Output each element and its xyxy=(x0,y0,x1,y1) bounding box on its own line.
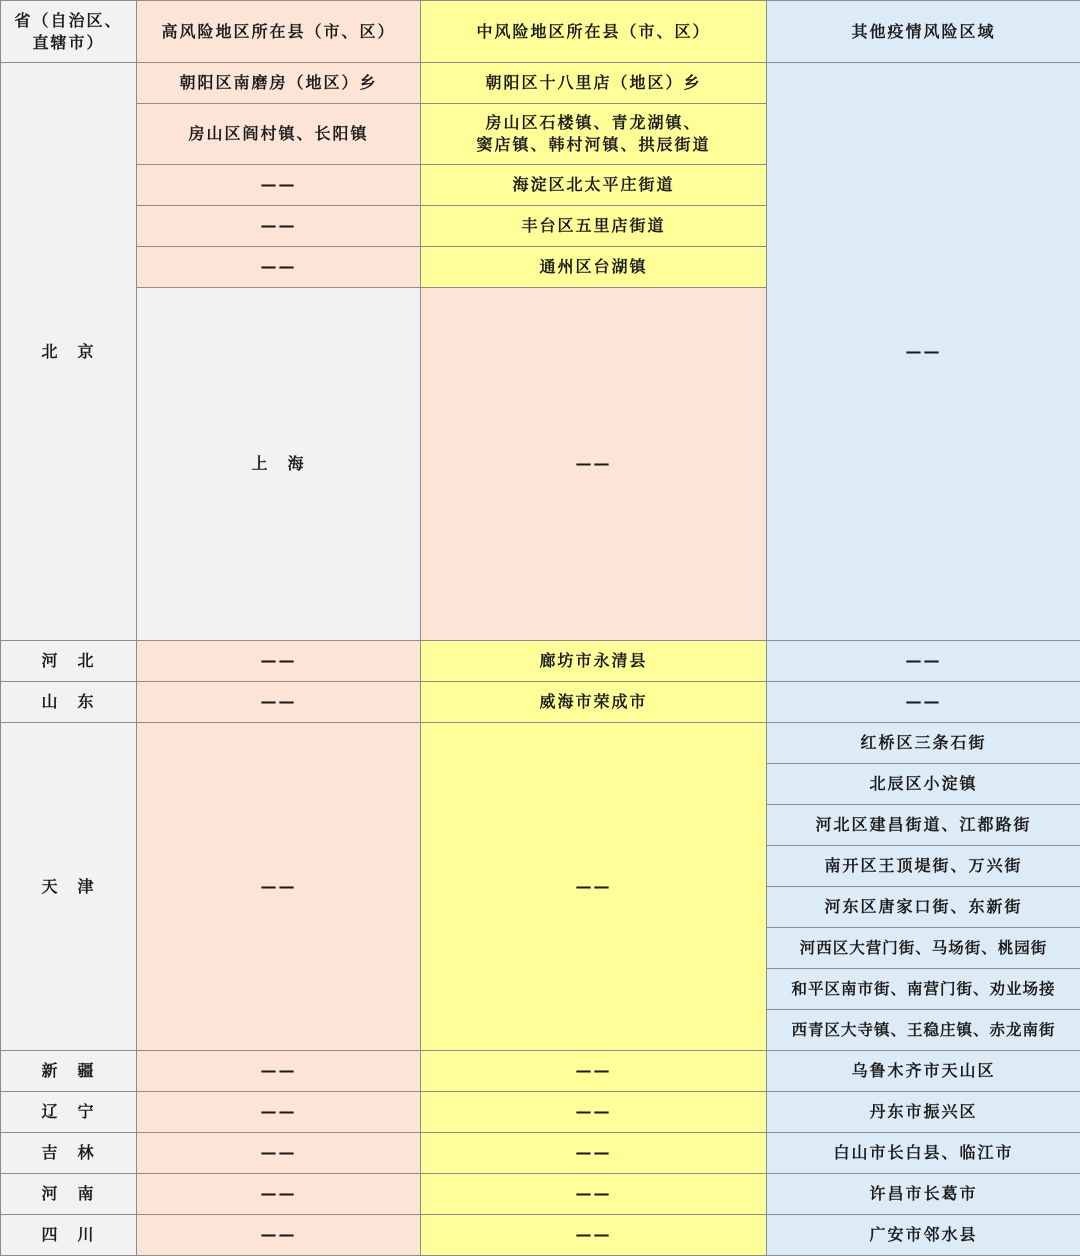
province-xinjiang: 新 疆 xyxy=(1,1051,137,1092)
other-risk-cell: 西青区大寺镇、王稳庄镇、赤龙南街 xyxy=(767,1010,1080,1051)
other-risk-cell: 白山市长白县、临江市 xyxy=(767,1133,1080,1174)
table-row xyxy=(1,1215,1080,1256)
high-risk-cell: —— xyxy=(137,1215,421,1256)
province-tianjin: 天 津 xyxy=(1,723,137,1051)
other-risk-cell: 红桥区三条石街 xyxy=(767,723,1080,764)
other-risk-cell: 河东区唐家口街、东新街 xyxy=(767,887,1080,928)
other-risk-cell: 河北区建昌街道、江都路街 xyxy=(767,805,1080,846)
province-hebei: 河 北 xyxy=(1,641,137,682)
other-risk-cell: 丹东市振兴区 xyxy=(767,1092,1080,1133)
header-other-risk: 其他疫情风险区域 xyxy=(767,1,1080,63)
other-risk-cell: —— xyxy=(767,641,1080,682)
high-risk-cell: —— xyxy=(137,682,421,723)
high-risk-cell: —— xyxy=(137,1051,421,1092)
other-risk-cell: 和平区南市街、南营门街、劝业场接 xyxy=(767,969,1080,1010)
header-province: 省（自治区、 直辖市） xyxy=(1,1,137,63)
other-risk-cell: 广安市邻水县 xyxy=(767,1215,1080,1256)
table-row xyxy=(1,682,1080,723)
other-risk-cell: 北辰区小淀镇 xyxy=(767,764,1080,805)
mid-risk-cell: 通州区台湖镇 xyxy=(421,247,767,288)
high-risk-cell: —— xyxy=(137,1133,421,1174)
header-mid-risk: 中风险地区所在县（市、区） xyxy=(421,1,767,63)
mid-risk-cell: —— xyxy=(421,1133,767,1174)
high-risk-cell: 房山区阎村镇、长阳镇 xyxy=(137,104,421,165)
other-risk-cell: —— xyxy=(767,63,1080,641)
table-row xyxy=(1,1092,1080,1133)
high-risk-cell: —— xyxy=(137,165,421,206)
other-risk-cell: 南开区王顶堤街、万兴街 xyxy=(767,846,1080,887)
mid-risk-cell: 威海市荣成市 xyxy=(421,682,767,723)
high-risk-cell: 朝阳区南磨房（地区）乡 xyxy=(137,63,421,104)
mid-risk-cell: —— xyxy=(421,1174,767,1215)
mid-risk-cell: 房山区石楼镇、青龙湖镇、 窦店镇、韩村河镇、拱辰街道 xyxy=(421,104,767,165)
mid-risk-cell: —— xyxy=(421,1215,767,1256)
province-beijing: 北 京 xyxy=(1,63,137,641)
province-shandong: 山 东 xyxy=(1,682,137,723)
other-risk-cell: —— xyxy=(767,682,1080,723)
high-risk-cell: —— xyxy=(137,247,421,288)
high-risk-cell: —— xyxy=(137,723,421,1051)
mid-risk-cell: —— xyxy=(421,723,767,1051)
table-row xyxy=(1,63,1080,104)
province-sichuan: 四 川 xyxy=(1,1215,137,1256)
header-row xyxy=(1,1,1080,63)
other-risk-cell: 许昌市长葛市 xyxy=(767,1174,1080,1215)
mid-risk-cell: 廊坊市永清县 xyxy=(421,641,767,682)
mid-risk-cell: 丰台区五里店街道 xyxy=(421,206,767,247)
high-risk-cell: —— xyxy=(137,206,421,247)
table-row xyxy=(1,1051,1080,1092)
province-jilin: 吉 林 xyxy=(1,1133,137,1174)
high-risk-cell: —— xyxy=(137,1092,421,1133)
province-liaoning: 辽 宁 xyxy=(1,1092,137,1133)
other-risk-cell: 乌鲁木齐市天山区 xyxy=(767,1051,1080,1092)
table-row xyxy=(1,1174,1080,1215)
high-risk-cell: —— xyxy=(421,288,767,641)
province-henan: 河 南 xyxy=(1,1174,137,1215)
province-shanghai: 上 海 xyxy=(137,288,421,641)
table-row xyxy=(1,641,1080,682)
mid-risk-cell: —— xyxy=(421,1092,767,1133)
mid-risk-cell: 朝阳区十八里店（地区）乡 xyxy=(421,63,767,104)
high-risk-cell: —— xyxy=(137,641,421,682)
table-row xyxy=(1,723,1080,764)
mid-risk-cell: 海淀区北太平庄街道 xyxy=(421,165,767,206)
other-risk-cell: 河西区大营门街、马场街、桃园街 xyxy=(767,928,1080,969)
high-risk-cell: —— xyxy=(137,1174,421,1215)
header-high-risk: 高风险地区所在县（市、区） xyxy=(137,1,421,63)
table-row xyxy=(1,1133,1080,1174)
mid-risk-cell: —— xyxy=(421,1051,767,1092)
